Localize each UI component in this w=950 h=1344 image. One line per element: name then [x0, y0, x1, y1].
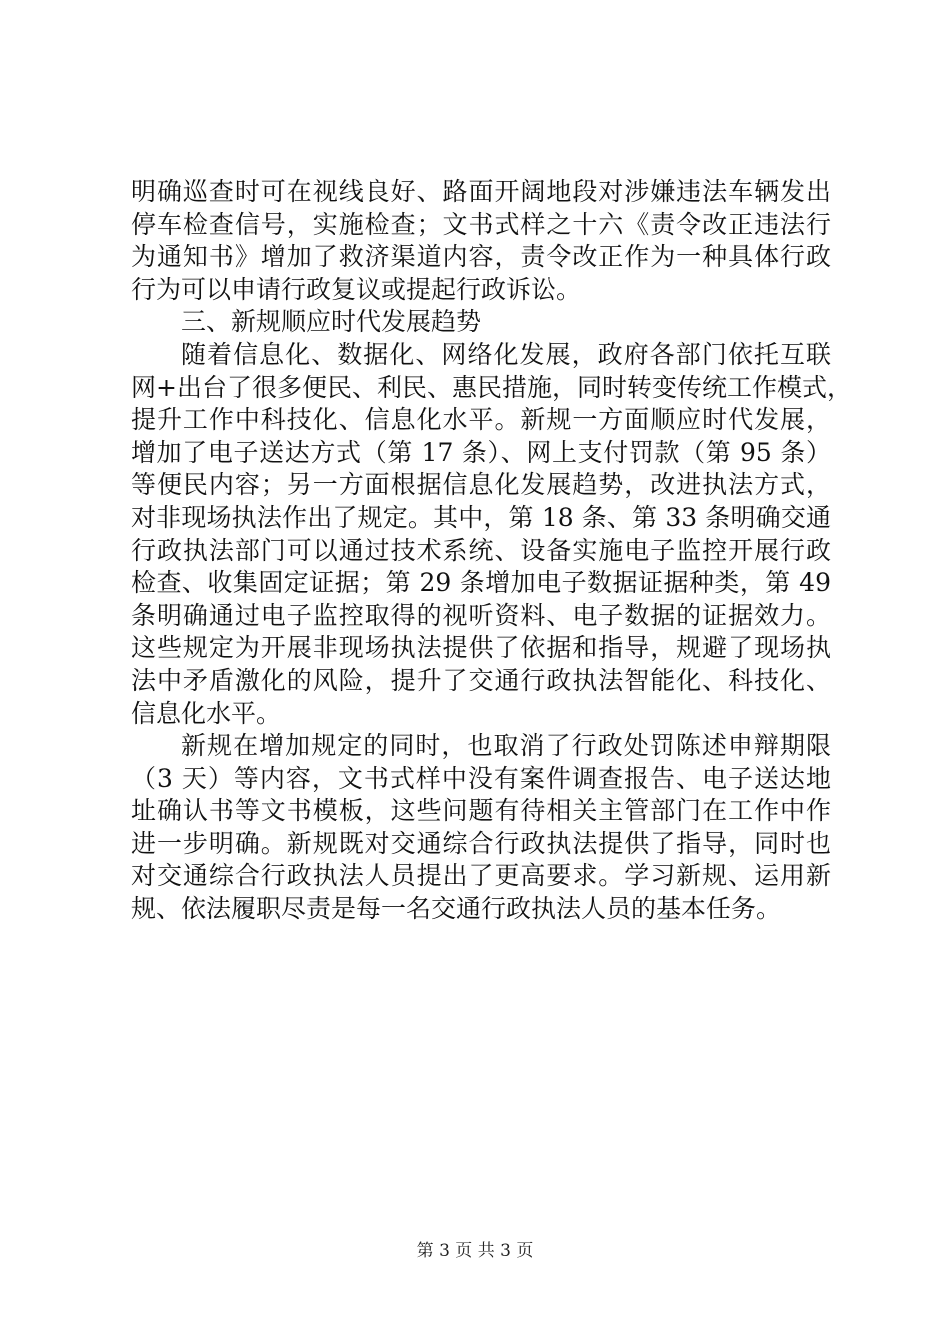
- text-line: 法中矛盾激化的风险，提升了交通行政执法智能化、科技化、: [131, 665, 831, 695]
- text-line: 条明确通过电子监控取得的视听资料、电子数据的证据效力。: [131, 600, 831, 630]
- document-body: [131, 176, 852, 926]
- text-line: 这些规定为开展非现场执法提供了依据和指导，规避了现场执: [131, 633, 831, 663]
- text-line: 新规在增加规定的同时，也取消了行政处罚陈述申辩期限: [181, 731, 831, 761]
- text-line: 增加了电子送达方式（第 17 条）、网上支付罚款（第 95 条）: [131, 437, 831, 467]
- page-footer: 第 3 页 共 3 页: [416, 1241, 534, 1261]
- text-line: 进一步明确。新规既对交通综合行政执法提供了指导，同时也: [131, 828, 831, 858]
- text-line: 行政执法部门可以通过技术系统、设备实施电子监控开展行政: [131, 535, 831, 565]
- text-line: 信息化水平。: [131, 698, 282, 728]
- text-line: 随着信息化、数据化、网络化发展，政府各部门依托互联: [181, 339, 831, 369]
- text-line: 网+出台了很多便民、利民、惠民措施，同时转变传统工作模式，: [131, 372, 852, 402]
- text-line: 对非现场执法作出了规定。其中，第 18 条、第 33 条明确交通: [131, 502, 831, 532]
- text-line: 检查、收集固定证据；第 29 条增加电子数据证据种类，第 49: [131, 568, 831, 598]
- text-line: 为通知书》增加了救济渠道内容，责令改正作为一种具体行政: [131, 242, 831, 272]
- text-line: 明确巡查时可在视线良好、路面开阔地段对涉嫌违法车辆发出: [131, 177, 831, 206]
- text-line: （3 天）等内容，文书式样中没有案件调查报告、电子送达地: [131, 763, 831, 793]
- text-line: 等便民内容；另一方面根据信息化发展趋势，改进执法方式，: [131, 470, 831, 500]
- text-line: 提升工作中科技化、信息化水平。新规一方面顺应时代发展，: [131, 405, 831, 435]
- text-line: 对交通综合行政执法人员提出了更高要求。学习新规、运用新: [131, 861, 831, 891]
- text-line: 三、新规顺应时代发展趋势: [181, 307, 482, 337]
- text-line: 址确认书等文书模板，这些问题有待相关主管部门在工作中作: [131, 796, 831, 826]
- text-line: 停车检查信号，实施检查；文书式样之十六《责令改正违法行: [131, 209, 831, 239]
- text-line: 行为可以申请行政复议或提起行政诉讼。: [131, 274, 582, 304]
- text-line: 规、依法履职尽责是每一名交通行政执法人员的基本任务。: [131, 894, 782, 924]
